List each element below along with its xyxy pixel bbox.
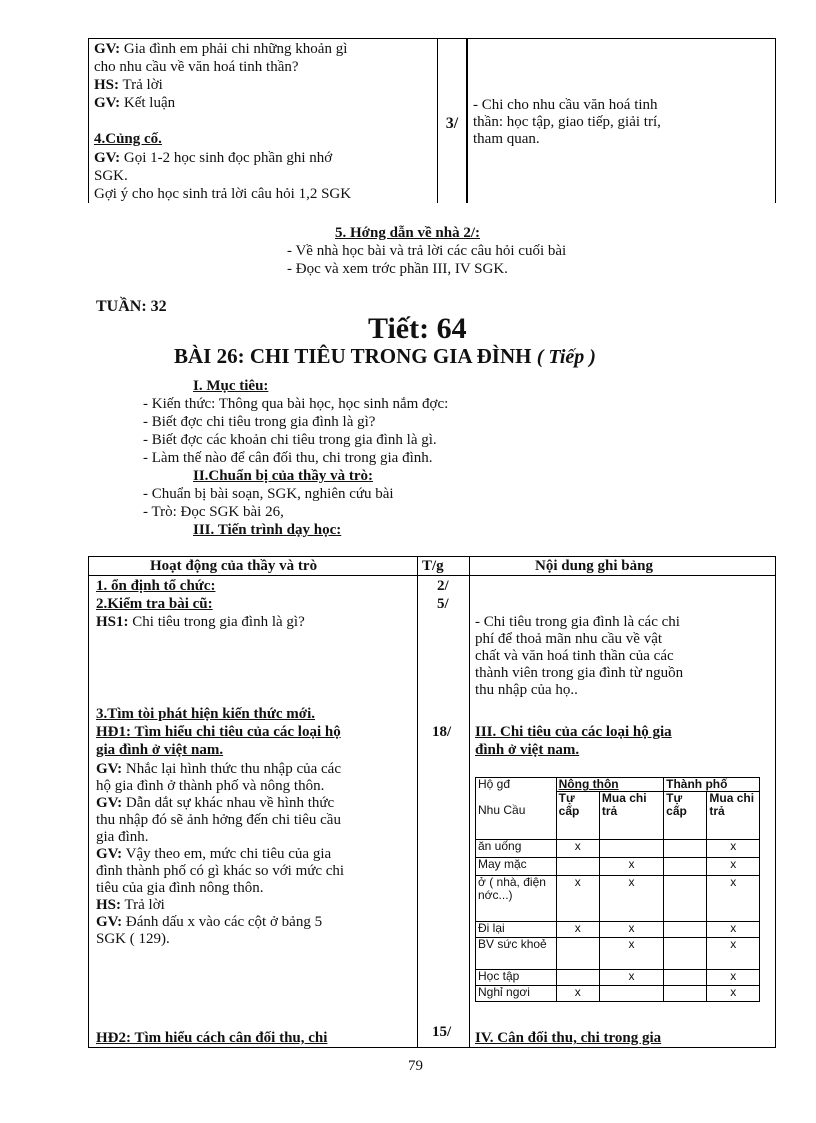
prep-item: - Trò: Đọc SGK bài 26, (143, 504, 284, 520)
prep-item: - Chuẩn bị bài soạn, SGK, nghiên cứu bài (143, 486, 394, 502)
process-title: III. Tiến trình dạy học: (193, 522, 342, 538)
objectives-title: I. Mục tiêu: (193, 378, 269, 394)
expense-table: Hộ gđ Nhu Cầu Nông thôn Thành phố Tự cấp Mua chi trả Tự cấp Mua chi trả ăn uống x x May mặc x x ở ( nhà, điện nớc...) x x x Đi lại x x x BV sức khoẻ x x Học tập x x Nghỉ ngơi x x (475, 777, 760, 1002)
table-row: Nghỉ ngơi x x (476, 986, 760, 1002)
top-table (88, 38, 776, 203)
table-row: Học tập x x (476, 970, 760, 986)
header-activity: Hoạt động của thầy và trò (150, 558, 318, 574)
hd2-title: HĐ2: Tìm hiểu cách cân đối thu, chi (96, 1030, 328, 1046)
table-row: ở ( nhà, điện nớc...) x x x (476, 876, 760, 922)
week-label: TUẦN: 32 (96, 298, 167, 315)
answer-text: - Chi tiêu trong gia đình là các chi phí để thoả mãn nhu cầu về vật chất và văn hoá tinh thần của các thành viên trong gia đình từ nguồn thu nhập của họ.. (475, 614, 684, 698)
homework-line2: - Đọc và xem trớc phần III, IV SGK. (287, 261, 508, 277)
homework-title: 5. Hớng dẫn về nhà 2/: (335, 225, 481, 241)
section3-title: III. Chi tiêu của các loại hộ gia (475, 724, 672, 740)
objective-item: - Làm thế nào để cân đối thu, chi trong gia đình. (143, 450, 433, 466)
table-row: Đi lại x x x (476, 922, 760, 938)
lesson-title: BÀI 26: CHI TIÊU TRONG GIA ĐÌNH ( Tiếp ) (174, 344, 596, 368)
cung-co-heading: 4.Củng cố. (94, 131, 162, 147)
top-time-cell: 3/ (438, 39, 467, 203)
gv-notes: GV: Nhắc lại hình thức thu nhập của các hộ gia đình ở thành phố và nông thôn. GV: Dẫn dắt sự khác nhau về hình thức thu nhập đó sẽ ảnh hởng đến chi tiêu cầu gia đình. GV: Vậy theo em, mức chi tiêu của gia đình thành phố có gì khác so với mức chi tiêu của gia đình nông thôn. HS: Trả lời GV: Đánh dấu x vào các cột ở bảng 5 SGK ( 129). (96, 761, 345, 947)
table-row: May mặc x x (476, 858, 760, 876)
page-number: 79 (408, 1058, 423, 1074)
top-note: - Chi cho nhu cầu văn hoá tinh thần: học tập, giao tiếp, giải trí, tham quan. (473, 97, 661, 147)
objective-item: - Kiến thức: Thông qua bài học, học sinh nắm đợc: (143, 396, 449, 412)
period-title: Tiết: 64 (368, 312, 467, 345)
prep-title: II.Chuẩn bị của thầy và trò: (193, 468, 374, 484)
objective-item: - Biết đợc các khoản chi tiêu trong gia đình là gì. (143, 432, 437, 448)
homework-line1: - Về nhà học bài và trả lời các câu hỏi cuối bài (287, 243, 567, 259)
top-line2: cho nhu cầu về văn hoá tinh thần? (94, 59, 299, 75)
header-time: T/g (422, 558, 444, 574)
table-row: ăn uống x x (476, 840, 760, 858)
objective-item: - Biết đợc chi tiêu trong gia đình là gì? (143, 414, 376, 430)
header-content: Nội dung ghi bảng (535, 558, 653, 574)
row-tim-toi: 3.Tìm tòi phát hiện kiến thức mới. (96, 706, 315, 722)
table-row: BV sức khoẻ x x (476, 938, 760, 970)
hd1-title: HĐ1: Tìm hiểu chi tiêu của các loại hộ (96, 724, 341, 740)
top-activity-cell: GV: Gia đình em phải chi những khoản gì cho nhu cầu về văn hoá tinh thần? HS: Trả lời GV: Kết luận 4.Củng cố. GV: Gọi 1-2 học sinh đọc phần ghi nhớ SGK. Gợi ý cho học sinh trả lời câu hỏi 1,2 SGK (89, 39, 438, 203)
section4-title: IV. Cân đối thu, chi trong gia (475, 1030, 662, 1046)
row-kiem-tra: 2.Kiểm tra bài cũ: (96, 596, 213, 612)
row-on-dinh: 1. ổn định tổ chức: (96, 578, 216, 594)
footer-rule (88, 1047, 774, 1048)
